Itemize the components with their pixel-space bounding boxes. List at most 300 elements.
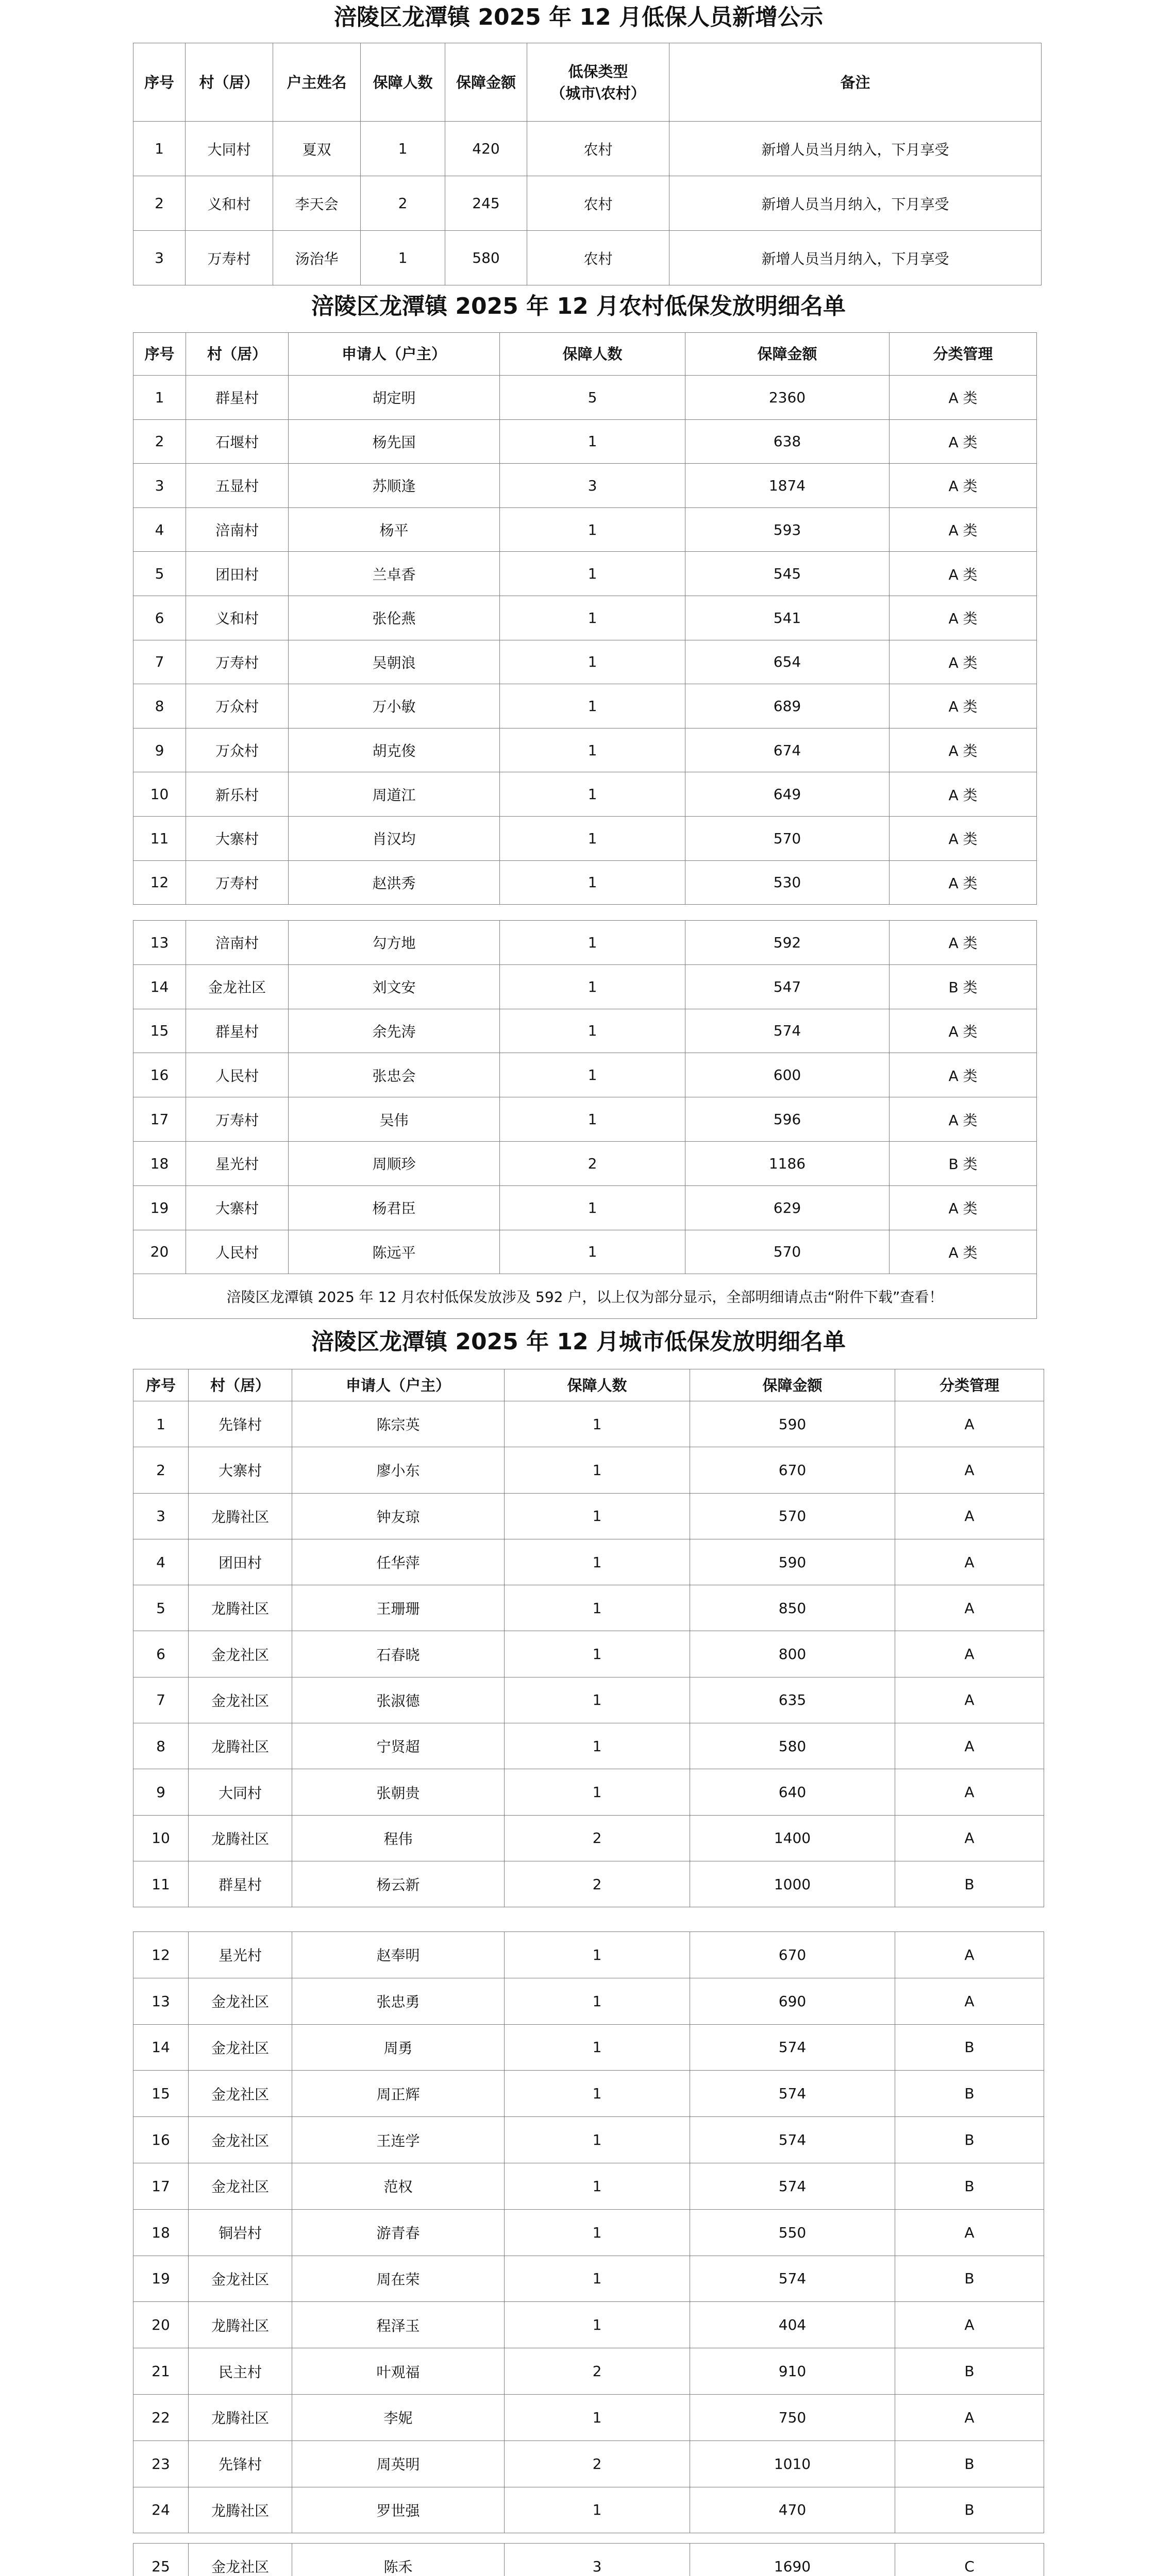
table-cell: 王珊珊 — [292, 1585, 505, 1631]
table-cell: 吴伟 — [289, 1097, 500, 1142]
table-row — [133, 122, 1042, 176]
table-cell: 1 — [505, 1401, 690, 1447]
table-cell: 胡克俊 — [289, 728, 500, 772]
table-row — [133, 1769, 1044, 1815]
table-cell: 15 — [133, 1009, 186, 1053]
table-cell: 金龙社区 — [189, 1631, 292, 1677]
table-cell: 张朝贵 — [292, 1769, 505, 1815]
table-cell: 689 — [685, 684, 890, 728]
table-cell: 1 — [505, 2117, 690, 2163]
table-row — [133, 1230, 1037, 1274]
table-cell: 1 — [500, 1185, 685, 1230]
table-cell: 张伦燕 — [289, 596, 500, 640]
table-cell: 2 — [505, 2348, 690, 2395]
table-cell: 5 — [133, 1585, 189, 1631]
table-cell: 10 — [133, 1815, 189, 1861]
table-cell: 8 — [133, 684, 186, 728]
table-cell: 程伟 — [292, 1815, 505, 1861]
table-cell: 9 — [133, 728, 186, 772]
table-cell: A 类 — [890, 1009, 1037, 1053]
table-cell: 1 — [505, 2209, 690, 2256]
table-cell: B — [895, 2487, 1044, 2533]
table-cell: 1 — [500, 419, 685, 464]
table-cell: 铜岩村 — [189, 2209, 292, 2256]
table-cell: A — [895, 1585, 1044, 1631]
table-cell: 星光村 — [189, 1932, 292, 1978]
table-cell: A 类 — [890, 772, 1037, 817]
table-cell: 金龙社区 — [189, 2544, 292, 2576]
table-cell: 19 — [133, 2256, 189, 2302]
table-cell: 万寿村 — [186, 640, 289, 684]
table-cell: 民主村 — [189, 2348, 292, 2395]
new-table-title: 涪陵区龙潭镇 2025 年 12 月低保人员新增公示 — [334, 4, 823, 30]
table-cell: A 类 — [890, 552, 1037, 596]
column-header: 村（居） — [189, 1369, 292, 1401]
table-cell: B — [895, 2441, 1044, 2487]
table-cell: 先锋村 — [189, 2441, 292, 2487]
table-cell: A 类 — [890, 419, 1037, 464]
table-row — [133, 2487, 1044, 2533]
table-cell: 245 — [445, 176, 527, 231]
table-cell: A 类 — [890, 684, 1037, 728]
table-cell: A — [895, 2394, 1044, 2441]
table-cell: 万寿村 — [186, 860, 289, 905]
table-cell: A — [895, 1677, 1044, 1723]
table-row — [133, 1978, 1044, 2024]
table-cell: B 类 — [890, 1141, 1037, 1185]
table-cell: 义和村 — [186, 176, 273, 231]
rural-note: 涪陵区龙潭镇 2025 年 12 月农村低保发放涉及 592 户，以上仅为部分显示，全部明细请点击“附件下载”查看！ — [133, 1274, 1037, 1319]
table-cell: B — [895, 2256, 1044, 2302]
table-cell: 陈禾 — [292, 2544, 505, 2576]
table-cell: A — [895, 1539, 1044, 1585]
table-cell: 18 — [133, 2209, 189, 2256]
table-row — [133, 2348, 1044, 2395]
table-cell: 910 — [690, 2348, 895, 2395]
column-header: 保障金额 — [685, 333, 890, 376]
table-row — [133, 1815, 1044, 1861]
table-cell: 596 — [685, 1097, 890, 1142]
table-cell: 周道江 — [289, 772, 500, 817]
table-cell: 2 — [500, 1141, 685, 1185]
table-cell: 赵洪秀 — [289, 860, 500, 905]
table-cell: 1 — [500, 1009, 685, 1053]
table-cell: 4 — [133, 507, 186, 552]
table-row — [133, 464, 1037, 508]
table-row — [133, 640, 1037, 684]
table-row — [133, 376, 1037, 420]
table-cell: 17 — [133, 1097, 186, 1142]
table-cell: 1 — [133, 122, 186, 176]
table-cell: 游青春 — [292, 2209, 505, 2256]
table-row — [133, 2256, 1044, 2302]
table-cell: 周顺珍 — [289, 1141, 500, 1185]
table-cell: B — [895, 1861, 1044, 1907]
table-cell: A 类 — [890, 596, 1037, 640]
table-cell: 1 — [500, 921, 685, 965]
table-row — [133, 728, 1037, 772]
table-cell: B — [895, 2071, 1044, 2117]
table-cell: 农村 — [527, 122, 669, 176]
table-cell: 12 — [133, 1932, 189, 1978]
table-cell: 20 — [133, 1230, 186, 1274]
table-cell: A — [895, 1723, 1044, 1769]
table-cell: 龙腾社区 — [189, 1723, 292, 1769]
table-row — [133, 1097, 1037, 1142]
table-cell: 农村 — [527, 231, 669, 285]
table-row — [133, 1585, 1044, 1631]
table-row — [133, 816, 1037, 860]
table-cell: 1 — [505, 2394, 690, 2441]
table-cell: A 类 — [890, 507, 1037, 552]
table-cell: 574 — [690, 2117, 895, 2163]
table-cell: 农村 — [527, 176, 669, 231]
table-cell: 金龙社区 — [189, 2163, 292, 2209]
table-cell: 420 — [445, 122, 527, 176]
table-cell: 龙腾社区 — [189, 1493, 292, 1539]
table-cell: 1 — [505, 1447, 690, 1493]
table-cell: 2 — [133, 1447, 189, 1493]
note-row — [133, 1274, 1037, 1319]
table-cell: 1 — [500, 1097, 685, 1142]
rural-table-title: 涪陵区龙潭镇 2025 年 12 月农村低保发放明细名单 — [311, 293, 846, 319]
table-cell: 汤治华 — [273, 231, 361, 285]
table-cell: 3 — [133, 1493, 189, 1539]
table-cell: 五显村 — [186, 464, 289, 508]
table-row — [133, 2024, 1044, 2071]
table-cell: 新增人员当月纳入，下月享受 — [669, 176, 1042, 231]
table-cell: 5 — [500, 376, 685, 420]
table-row — [133, 2441, 1044, 2487]
table-cell: 周英明 — [292, 2441, 505, 2487]
table-cell: 750 — [690, 2394, 895, 2441]
table-row — [133, 860, 1037, 905]
table-cell: 20 — [133, 2302, 189, 2348]
table-cell: 金龙社区 — [189, 2117, 292, 2163]
table-cell: 人民村 — [186, 1053, 289, 1097]
table-cell: 14 — [133, 2024, 189, 2071]
table-cell: 张淑德 — [292, 1677, 505, 1723]
table-cell: 2 — [133, 176, 186, 231]
table-cell: 593 — [685, 507, 890, 552]
table-cell: 陈宗英 — [292, 1401, 505, 1447]
table-cell: 545 — [685, 552, 890, 596]
table-cell: 王连学 — [292, 2117, 505, 2163]
table-cell: 1400 — [690, 1815, 895, 1861]
column-header: 村（居） — [186, 333, 289, 376]
table-cell: B 类 — [890, 964, 1037, 1009]
table-cell: 19 — [133, 1185, 186, 1230]
table-cell: 金龙社区 — [189, 2024, 292, 2071]
table-cell: 1 — [505, 2256, 690, 2302]
table-cell: 1 — [505, 2024, 690, 2071]
table-cell: 龙腾社区 — [189, 2394, 292, 2441]
table-cell: 1 — [505, 2163, 690, 2209]
table-cell: 1 — [505, 1585, 690, 1631]
table-cell: 1 — [505, 2071, 690, 2117]
column-header: 村（居） — [186, 43, 273, 122]
table-cell: 3 — [133, 464, 186, 508]
table-cell: 674 — [685, 728, 890, 772]
column-header: 申请人（户主） — [289, 333, 500, 376]
table-cell: A 类 — [890, 640, 1037, 684]
table-cell: 石春晓 — [292, 1631, 505, 1677]
table-cell: 17 — [133, 2163, 189, 2209]
table-cell: 1 — [361, 231, 445, 285]
table-cell: A — [895, 2209, 1044, 2256]
table-cell: 1 — [500, 684, 685, 728]
rural-table-part-1 — [133, 332, 1037, 905]
table-row — [133, 596, 1037, 640]
table-cell: 800 — [690, 1631, 895, 1677]
header-row — [133, 43, 1042, 122]
table-row — [133, 772, 1037, 817]
table-cell: 550 — [690, 2209, 895, 2256]
table-cell: 廖小东 — [292, 1447, 505, 1493]
column-header: 分类管理 — [890, 333, 1037, 376]
table-cell: A — [895, 1769, 1044, 1815]
header-row — [133, 1369, 1044, 1401]
table-cell: 群星村 — [186, 1009, 289, 1053]
table-cell: 杨先国 — [289, 419, 500, 464]
table-cell: 1874 — [685, 464, 890, 508]
table-cell: 574 — [690, 2163, 895, 2209]
table-cell: 任华萍 — [292, 1539, 505, 1585]
table-row — [133, 1677, 1044, 1723]
table-cell: A 类 — [890, 1185, 1037, 1230]
table-cell: 兰卓香 — [289, 552, 500, 596]
table-cell: 22 — [133, 2394, 189, 2441]
table-cell: 涪南村 — [186, 507, 289, 552]
column-header: 分类管理 — [895, 1369, 1044, 1401]
table-row — [133, 1009, 1037, 1053]
table-cell: 1186 — [685, 1141, 890, 1185]
table-cell: 670 — [690, 1932, 895, 1978]
table-cell: 9 — [133, 1769, 189, 1815]
new-recipients-table — [133, 43, 1042, 285]
table-cell: 龙腾社区 — [189, 1815, 292, 1861]
table-cell: 勾方地 — [289, 921, 500, 965]
column-header: 保障人数 — [505, 1369, 690, 1401]
table-cell: 1 — [505, 1677, 690, 1723]
table-cell: 团田村 — [189, 1539, 292, 1585]
table-cell: 吴朝浪 — [289, 640, 500, 684]
table-cell: 人民村 — [186, 1230, 289, 1274]
column-header: 保障人数 — [361, 43, 445, 122]
table-cell: 杨云新 — [292, 1861, 505, 1907]
table-cell: A 类 — [890, 464, 1037, 508]
table-cell: 万小敏 — [289, 684, 500, 728]
table-cell: 638 — [685, 419, 890, 464]
table-cell: 640 — [690, 1769, 895, 1815]
table-cell: 周在荣 — [292, 2256, 505, 2302]
table-cell: B — [895, 2163, 1044, 2209]
table-cell: 16 — [133, 1053, 186, 1097]
table-cell: 654 — [685, 640, 890, 684]
table-cell: 1 — [500, 772, 685, 817]
table-cell: 张忠会 — [289, 1053, 500, 1097]
table-cell: 5 — [133, 552, 186, 596]
column-header: 保障金额 — [690, 1369, 895, 1401]
table-cell: 大同村 — [186, 122, 273, 176]
table-cell: 580 — [690, 1723, 895, 1769]
table-cell: 547 — [685, 964, 890, 1009]
table-row — [133, 2071, 1044, 2117]
table-cell: 张忠勇 — [292, 1978, 505, 2024]
table-cell: A 类 — [890, 816, 1037, 860]
table-cell: A — [895, 1401, 1044, 1447]
urban-table-part-1 — [133, 1369, 1044, 1907]
table-cell: 金龙社区 — [186, 964, 289, 1009]
table-cell: 850 — [690, 1585, 895, 1631]
urban-table-title: 涪陵区龙潭镇 2025 年 12 月城市低保发放明细名单 — [311, 1329, 846, 1355]
table-cell: A — [895, 1447, 1044, 1493]
table-cell: 群星村 — [189, 1861, 292, 1907]
table-cell: A — [895, 1631, 1044, 1677]
table-cell: 574 — [685, 1009, 890, 1053]
table-cell: 李妮 — [292, 2394, 505, 2441]
table-cell: 1690 — [690, 2544, 895, 2576]
table-cell: 4 — [133, 1539, 189, 1585]
table-cell: 1 — [505, 2487, 690, 2533]
table-row — [133, 2209, 1044, 2256]
table-cell: 15 — [133, 2071, 189, 2117]
table-cell: 10 — [133, 772, 186, 817]
table-cell: 罗世强 — [292, 2487, 505, 2533]
table-cell: 1 — [500, 1053, 685, 1097]
table-row — [133, 2163, 1044, 2209]
table-cell: 万众村 — [186, 684, 289, 728]
table-cell: 592 — [685, 921, 890, 965]
table-cell: 635 — [690, 1677, 895, 1723]
table-cell: 万寿村 — [186, 1097, 289, 1142]
table-cell: 649 — [685, 772, 890, 817]
table-cell: 3 — [505, 2544, 690, 2576]
column-header: 保障人数 — [500, 333, 685, 376]
table-row — [133, 1053, 1037, 1097]
table-cell: 1 — [133, 376, 186, 420]
rural-table-part-2 — [133, 920, 1037, 1319]
table-cell: 赵奉明 — [292, 1932, 505, 1978]
table-cell: 刘文安 — [289, 964, 500, 1009]
table-cell: 叶观福 — [292, 2348, 505, 2395]
urban-table-part-3 — [133, 2543, 1044, 2576]
table-cell: 580 — [445, 231, 527, 285]
table-cell: A — [895, 1978, 1044, 2024]
table-cell: 夏双 — [273, 122, 361, 176]
table-cell: C — [895, 2544, 1044, 2576]
table-cell: 大同村 — [189, 1769, 292, 1815]
table-cell: 新乐村 — [186, 772, 289, 817]
table-cell: 1 — [500, 640, 685, 684]
table-cell: 11 — [133, 816, 186, 860]
table-cell: 13 — [133, 1978, 189, 2024]
table-cell: 1 — [505, 1932, 690, 1978]
table-cell: 李天会 — [273, 176, 361, 231]
table-cell: 石堰村 — [186, 419, 289, 464]
table-cell: 690 — [690, 1978, 895, 2024]
table-row — [133, 1185, 1037, 1230]
table-row — [133, 1861, 1044, 1907]
table-cell: 大寨村 — [186, 816, 289, 860]
table-cell: 1 — [505, 2302, 690, 2348]
table-cell: 宁贤超 — [292, 1723, 505, 1769]
table-cell: 541 — [685, 596, 890, 640]
table-cell: 钟友琼 — [292, 1493, 505, 1539]
table-cell: 团田村 — [186, 552, 289, 596]
table-cell: A — [895, 1932, 1044, 1978]
table-cell: 1 — [505, 1723, 690, 1769]
table-cell: 新增人员当月纳入，下月享受 — [669, 231, 1042, 285]
table-cell: 1 — [505, 1539, 690, 1585]
table-cell: B — [895, 2348, 1044, 2395]
table-cell: 杨平 — [289, 507, 500, 552]
table-cell: A — [895, 1815, 1044, 1861]
table-cell: 杨君臣 — [289, 1185, 500, 1230]
table-cell: 570 — [690, 1493, 895, 1539]
table-cell: 苏顺逢 — [289, 464, 500, 508]
column-header: 序号 — [133, 333, 186, 376]
table-cell: 龙腾社区 — [189, 1585, 292, 1631]
table-cell: A — [895, 2302, 1044, 2348]
table-cell: 404 — [690, 2302, 895, 2348]
table-cell: 670 — [690, 1447, 895, 1493]
table-cell: 590 — [690, 1401, 895, 1447]
table-cell: 2 — [361, 176, 445, 231]
table-cell: A 类 — [890, 860, 1037, 905]
table-cell: 21 — [133, 2348, 189, 2395]
table-cell: 星光村 — [186, 1141, 289, 1185]
table-cell: A 类 — [890, 1053, 1037, 1097]
table-cell: 涪南村 — [186, 921, 289, 965]
table-cell: 600 — [685, 1053, 890, 1097]
table-row — [133, 2394, 1044, 2441]
table-row — [133, 1141, 1037, 1185]
table-cell: 13 — [133, 921, 186, 965]
table-cell: 1 — [361, 122, 445, 176]
table-row — [133, 2302, 1044, 2348]
table-cell: 23 — [133, 2441, 189, 2487]
table-row — [133, 1401, 1044, 1447]
table-cell: 574 — [690, 2024, 895, 2071]
table-cell: 1 — [500, 816, 685, 860]
table-cell: 1 — [500, 860, 685, 905]
table-cell: 1000 — [690, 1861, 895, 1907]
table-cell: 2 — [505, 1861, 690, 1907]
table-cell: 万寿村 — [186, 231, 273, 285]
table-cell: 18 — [133, 1141, 186, 1185]
header-row — [133, 333, 1037, 376]
table-row — [133, 1447, 1044, 1493]
table-cell: 570 — [685, 1230, 890, 1274]
table-cell: 530 — [685, 860, 890, 905]
table-row — [133, 1493, 1044, 1539]
table-cell: 3 — [133, 231, 186, 285]
table-cell: A 类 — [890, 376, 1037, 420]
table-cell: 1 — [500, 964, 685, 1009]
table-cell: 胡定明 — [289, 376, 500, 420]
table-cell: 先锋村 — [189, 1401, 292, 1447]
table-cell: 570 — [685, 816, 890, 860]
urban-table-part-2 — [133, 1931, 1044, 2533]
table-row — [133, 419, 1037, 464]
table-cell: 1 — [505, 1493, 690, 1539]
table-cell: 程泽玉 — [292, 2302, 505, 2348]
table-cell: 金龙社区 — [189, 1978, 292, 2024]
table-cell: 8 — [133, 1723, 189, 1769]
table-cell: 余先涛 — [289, 1009, 500, 1053]
table-row — [133, 1932, 1044, 1978]
